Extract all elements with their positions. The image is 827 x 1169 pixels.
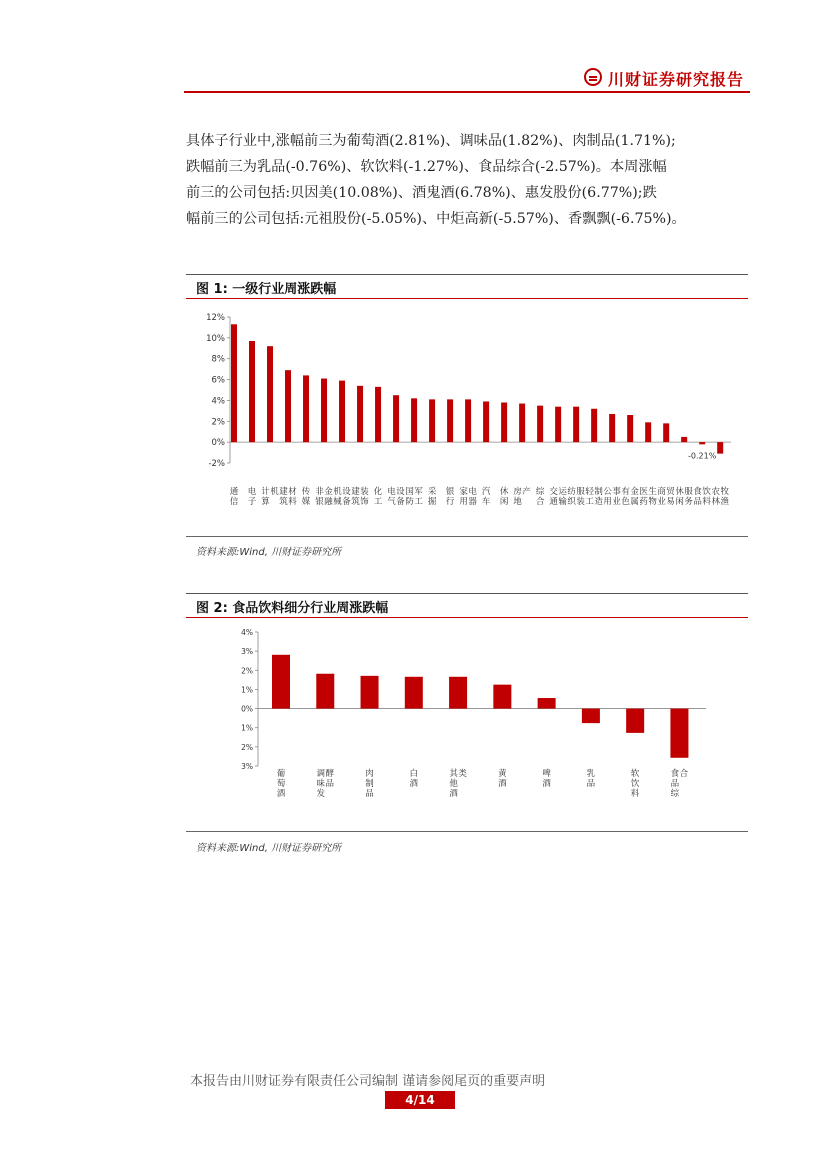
x-category-label-char: 融	[324, 497, 333, 507]
x-category-label-char: 软	[630, 769, 640, 779]
x-category-label-char: 金	[324, 487, 333, 497]
x-category-label-char: 用	[459, 497, 468, 507]
bar	[339, 381, 345, 443]
x-category-label-char: 品	[365, 789, 374, 799]
x-category-label-char: 农	[711, 487, 720, 497]
x-category-label-char: 品	[693, 497, 702, 507]
x-category-label-char: 备	[396, 497, 405, 507]
x-category-label-char: 渔	[720, 497, 729, 507]
x-category-label-char: 牧	[720, 487, 729, 497]
bar	[582, 709, 600, 724]
x-category-label-char: 色	[621, 497, 630, 507]
x-category-label-char: 酒	[276, 789, 286, 799]
x-category-label-char: 用	[603, 497, 612, 507]
x-category-label-char: 服	[684, 487, 693, 497]
x-category-label-char: 服	[576, 487, 585, 497]
bar	[627, 415, 633, 442]
y-tick-label: 1%	[241, 685, 253, 695]
bar	[375, 387, 381, 442]
x-category-label-char: 行	[445, 497, 455, 507]
x-category-label-char: 黄	[498, 769, 507, 779]
x-category-label-char: 饮	[630, 779, 640, 789]
x-category-label-char: 备	[342, 497, 351, 507]
x-category-label-char: 闲	[675, 497, 684, 507]
y-tick-label: 12%	[206, 313, 225, 323]
x-category-label-char: 器	[468, 497, 477, 507]
x-category-label-char: 料	[702, 497, 711, 507]
bar	[267, 346, 273, 442]
y-tick-label: 10%	[206, 333, 225, 344]
bar	[670, 709, 688, 758]
bar	[357, 386, 363, 442]
bar	[483, 401, 489, 442]
x-category-label-char: 输	[558, 497, 567, 507]
x-category-label-char: 非	[315, 487, 324, 497]
x-category-label-char: 食	[693, 487, 702, 497]
logo-icon	[584, 68, 602, 86]
paragraph-line: 幅前三的公司包括:元祖股份(-5.05%)、中炬高新(-5.57%)、香飘飘(-6.75%)。	[186, 211, 686, 227]
x-category-label-char: 轻	[585, 487, 594, 497]
bar	[303, 375, 309, 442]
figure1-title-bar	[186, 274, 748, 299]
bar	[717, 442, 723, 453]
bar	[519, 404, 525, 443]
figure2-title-bar	[186, 593, 748, 618]
y-tick-label: 0%	[211, 438, 225, 449]
x-category-label-char: 公	[603, 487, 612, 497]
x-category-label-char: 汽	[481, 487, 491, 497]
x-category-label-char: 防	[405, 497, 414, 507]
x-category-label-char: 萄	[276, 779, 286, 789]
x-category-label-char: 工	[414, 497, 423, 507]
x-category-label-char: 酒	[449, 789, 458, 799]
x-category-label-char: 工	[585, 497, 594, 507]
figure1-bottom-rule	[186, 536, 748, 537]
x-category-label-char: 他	[449, 779, 458, 789]
x-category-label-char: 通	[229, 487, 239, 497]
x-category-label-char: 酒	[542, 779, 551, 789]
x-category-label-char: 事	[612, 487, 621, 497]
x-category-label-char: 工	[373, 497, 383, 507]
x-category-label-char: 饮	[702, 487, 711, 497]
bar	[663, 423, 669, 442]
bar	[501, 403, 507, 443]
bar	[361, 676, 379, 709]
header-divider	[184, 91, 750, 93]
x-category-label-char: 械	[333, 497, 342, 507]
bar	[493, 685, 511, 709]
bar	[249, 341, 255, 442]
x-category-label-char: 媒	[301, 497, 311, 507]
x-category-label-char: 啤	[542, 769, 551, 779]
x-category-label-char: 建	[351, 487, 360, 497]
x-category-label-char: 家	[459, 487, 468, 497]
y-tick-label: 4%	[211, 396, 225, 407]
figure1-source: 资料来源:Wind, 川财证券研究所	[196, 547, 342, 558]
x-category-label-char: 合	[535, 497, 545, 507]
x-category-label-char: 气	[387, 497, 396, 507]
x-category-label-char: 制	[365, 779, 374, 789]
x-category-label-char: 务	[684, 497, 693, 507]
x-category-label-char: 料	[630, 789, 640, 799]
data-label: -0.21%	[688, 451, 717, 461]
x-category-label-char: 制	[594, 487, 603, 497]
x-category-label-char: 信	[229, 497, 239, 507]
y-tick-label: 2%	[241, 742, 253, 752]
x-category-label-char: 设	[342, 487, 351, 497]
x-category-label-char: 掘	[427, 497, 437, 507]
x-category-label-char: 商	[657, 487, 666, 497]
bar	[538, 698, 556, 709]
page-number: 4/14	[385, 1091, 455, 1109]
x-category-label-char: 易	[666, 497, 675, 507]
figure2-chart	[186, 619, 748, 831]
footer-disclaimer: 本报告由川财证券有限责任公司编制 谨请参阅尾页的重要声明	[190, 1074, 546, 1089]
figure1-title: 图 1: 一级行业周涨跌幅	[196, 282, 337, 297]
report-brand-title: 川财证券研究报告	[608, 70, 745, 89]
bar	[537, 406, 543, 443]
figure2-bottom-rule	[186, 831, 748, 832]
bar	[645, 422, 651, 442]
bar	[609, 414, 615, 442]
y-tick-label: -2%	[208, 459, 225, 469]
x-category-label-char: 银	[315, 497, 324, 507]
bar	[429, 399, 435, 442]
bar	[591, 409, 597, 442]
x-category-label-char: 其	[449, 769, 458, 779]
x-category-label-char: 贸	[666, 487, 675, 497]
bar	[555, 407, 561, 442]
x-category-label-char: 化	[373, 487, 383, 497]
x-category-label-char: 合	[679, 769, 689, 779]
x-category-label-char: 车	[481, 497, 491, 507]
x-category-label-char: 生	[648, 487, 657, 497]
x-category-label-char: 肉	[365, 769, 374, 779]
x-category-label-char: 酵	[325, 769, 335, 779]
x-category-label-char: 休	[675, 487, 684, 497]
x-category-label-char: 品	[586, 779, 596, 789]
x-category-label-char: 类	[458, 769, 467, 779]
bar	[411, 398, 417, 442]
x-category-label-char: 药	[639, 497, 648, 507]
x-category-label-char: 酒	[498, 779, 507, 789]
x-category-label-char: 调	[316, 769, 326, 779]
x-category-label-char: 军	[414, 487, 423, 497]
x-category-label-char: 子	[247, 497, 257, 507]
bar	[699, 442, 705, 444]
figure1-chart	[186, 300, 748, 535]
x-category-label-char: 业	[612, 497, 621, 507]
x-category-label-char: 白	[409, 769, 419, 779]
x-category-label-char: 乳	[586, 769, 596, 779]
x-category-label-char: 银	[445, 487, 455, 497]
x-category-label-char: 产	[522, 487, 531, 497]
x-category-label-char: 材	[288, 487, 297, 497]
x-category-label-char: 金	[630, 487, 639, 497]
y-tick-label: 0%	[241, 704, 253, 714]
bar	[681, 437, 687, 442]
x-category-label-char: 料	[288, 497, 297, 507]
x-category-label-char: 饰	[360, 497, 369, 507]
x-category-label-char: 织	[567, 497, 576, 507]
paragraph-line: 前三的公司包括:贝因美(10.08%)、酒鬼酒(6.78%)、惠发股份(6.77%);跌	[186, 185, 657, 201]
bar	[573, 407, 579, 442]
bar	[447, 399, 453, 442]
bar	[272, 655, 290, 709]
y-tick-label: 2%	[211, 417, 225, 428]
x-category-label-char: 机	[270, 487, 279, 497]
x-category-label-char: 房	[513, 487, 522, 497]
paragraph-line: 跌幅前三为乳品(-0.76%)、软饮料(-1.27%)、食品综合(-2.57%)。本周涨幅	[186, 159, 667, 175]
x-category-label-char: 交	[549, 487, 558, 497]
x-category-label-char: 林	[711, 497, 720, 507]
y-tick-label: 6%	[211, 375, 225, 386]
x-category-label-char: 造	[594, 497, 603, 507]
bar	[321, 379, 327, 443]
x-category-label-char: 计	[261, 487, 270, 497]
x-category-label-char: 装	[576, 497, 585, 507]
x-category-label-char: 品	[325, 779, 335, 789]
x-category-label-char: 电	[247, 487, 257, 497]
x-category-label-char: 食	[670, 769, 680, 779]
y-tick-label: 3%	[241, 762, 253, 771]
y-tick-label: 1%	[241, 723, 253, 733]
y-tick-label: 8%	[211, 354, 225, 365]
bar	[285, 370, 291, 442]
x-category-label-char: 综	[670, 789, 680, 799]
x-category-label-char: 电	[387, 487, 396, 497]
x-category-label-char: 采	[427, 487, 437, 497]
x-category-label-char: 筑	[279, 497, 288, 507]
x-category-label-char: 酒	[409, 779, 419, 789]
bar	[405, 677, 423, 709]
bar	[393, 395, 399, 442]
x-category-label-char: 休	[499, 487, 509, 497]
figure2-title: 图 2: 食品饮料细分行业周涨跌幅	[196, 601, 389, 616]
x-category-label-char: 机	[333, 487, 342, 497]
bar	[449, 677, 467, 709]
x-category-label-char: 运	[558, 487, 567, 497]
x-category-label-char: 通	[549, 497, 558, 507]
body-paragraph	[186, 128, 750, 232]
x-category-label-char: 电	[468, 487, 477, 497]
bar	[465, 399, 471, 442]
x-category-label-char: 属	[630, 497, 639, 507]
x-category-label-char: 国	[405, 487, 414, 497]
y-tick-label: 2%	[241, 666, 253, 676]
bar	[231, 324, 237, 442]
x-category-label-char: 发	[316, 789, 326, 799]
x-category-label-char: 品	[670, 779, 680, 789]
x-category-label-char: 医	[639, 487, 648, 497]
x-category-label-char: 算	[261, 497, 270, 507]
x-category-label-char: 筑	[351, 497, 360, 507]
x-category-label-char: 综	[535, 487, 545, 497]
x-category-label-char: 物	[648, 497, 657, 507]
figure2-source: 资料来源:Wind, 川财证券研究所	[196, 843, 342, 854]
x-category-label-char: 有	[621, 487, 630, 497]
x-category-label-char: 装	[360, 487, 369, 497]
bar	[316, 674, 334, 709]
x-category-label-char: 业	[657, 497, 666, 507]
y-tick-label: 3%	[241, 647, 253, 657]
x-category-label-char: 葡	[276, 769, 286, 779]
paragraph-line: 具体子行业中,涨幅前三为葡萄酒(2.81%)、调味品(1.82%)、肉制品(1.71%);	[186, 133, 676, 149]
y-tick-label: 4%	[241, 628, 253, 637]
x-category-label-char: 建	[279, 487, 288, 497]
x-category-label-char: 设	[396, 487, 405, 497]
bar	[626, 709, 644, 733]
x-category-label-char: 传	[301, 487, 311, 497]
x-category-label-char: 味	[316, 779, 326, 789]
x-category-label-char: 纺	[567, 487, 576, 497]
x-category-label-char: 地	[513, 497, 522, 507]
x-category-label-char: 闲	[499, 497, 509, 507]
